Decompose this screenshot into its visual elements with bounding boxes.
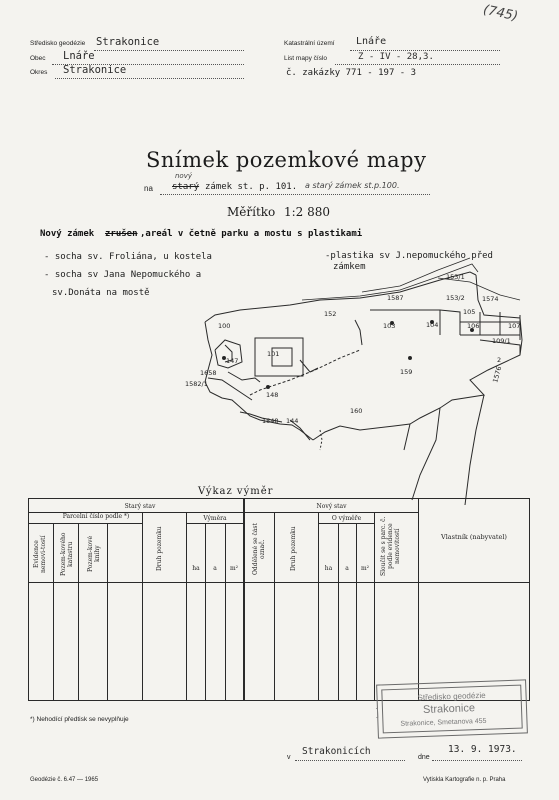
o-vymere-header: O výměře [331, 515, 362, 522]
list-label: List mapy číslo [284, 55, 327, 62]
stredisko-value: Strakonice [96, 36, 160, 48]
a2-header: a [345, 565, 349, 572]
map-label-147: 147 [226, 357, 239, 365]
obec-label: Obec [30, 55, 46, 62]
subject-handwritten: a starý zámek st.p.100. [305, 181, 400, 190]
office-stamp: Středisko geodézie Strakonice Strakonice, Smetanova 455 ] [376, 679, 528, 738]
map-label-144: 144 [286, 417, 299, 425]
map-label-106: 106 [467, 322, 480, 330]
parcelni-cislo-header: Parcelní číslo podle *) [62, 513, 130, 520]
footnote: *) Nehodící předtisk se nevyplňuje [30, 716, 129, 723]
oddeleni-header: Oddělené se část označ. [252, 523, 266, 575]
ha-header: ha [192, 565, 200, 572]
a-header: a [213, 565, 217, 572]
date-prefix: dne [418, 754, 430, 761]
date-value: 13. 9. 1973. [448, 744, 517, 755]
druh-pozemku2-header: Druh pozemku [290, 526, 297, 572]
annotation-right-2: zámkem [333, 262, 366, 272]
ha2-header: ha [324, 565, 333, 572]
map-label-109-1: 109/1 [492, 337, 511, 345]
map-label-153-2: 153/2 [446, 294, 465, 302]
map-label-152: 152 [324, 310, 337, 318]
okres-value: Strakonice [63, 64, 127, 76]
map-label-104: 104 [426, 321, 439, 329]
obec-value: Lnáře [63, 50, 95, 62]
map-label-103: 103 [383, 322, 396, 330]
vlastnik-header: Vlastník (nabyvatel) [441, 533, 507, 541]
stredisko-label: Středisko geodézie [30, 40, 86, 47]
map-label-1576: 1576 [491, 365, 504, 384]
corner-note: (745) [481, 2, 520, 25]
vymera-header: Výměra [203, 515, 227, 522]
map-label-148: 148 [266, 391, 279, 399]
map-label-160: 160 [350, 407, 363, 415]
map-label-1548: 1548 [262, 417, 279, 425]
sloucit-header: Sloučit se s parc. č. podle evidence nemovitostí [380, 516, 401, 576]
evidence-header: Evidence nemovi-tostí [33, 535, 47, 573]
annotation-prefix: Nový zámek [40, 229, 95, 239]
subject-inserted: nový [175, 172, 193, 180]
map-label-1658: 1658 [200, 369, 217, 377]
map-label-1587: 1587 [387, 294, 404, 302]
footer-left: Geodézie č. 6.47 — 1965 [30, 777, 99, 783]
map-label-105: 105 [463, 308, 476, 316]
map-label-100: 100 [218, 322, 231, 330]
pozemkove-knihy-header: Pozem-kové knihy [87, 535, 101, 573]
scale-value: 1:2 880 [284, 205, 331, 219]
table-title: Výkaz výměr [198, 486, 274, 497]
annotation-right-1: -plastika sv J.nepomuckého před [325, 251, 493, 261]
map-label-1582-1: 1582/1 [185, 380, 208, 388]
footer-right: Vytiskla Kartografie n. p. Praha [423, 777, 506, 783]
subject-prefix: na [144, 184, 153, 193]
stary-stav-header: Starý stav [124, 503, 156, 510]
m22-header: m² [360, 565, 370, 572]
zakazka-value: č. zakázky 771 - 197 - 3 [286, 68, 417, 78]
map-label-159: 159 [400, 368, 413, 376]
date-underline [432, 760, 522, 761]
place-underline [295, 760, 405, 761]
subject-struck: starý [172, 182, 200, 192]
m2-header: m² [229, 565, 239, 572]
novy-stav-header: Nový stav [316, 503, 347, 510]
annotation-bullet2: - socha sv Jana Nepomuckého a [44, 270, 202, 280]
katastr-label: Katastrální území [284, 40, 335, 47]
annotation-struck: zrušen [105, 229, 138, 239]
map-label-101: 101 [267, 350, 280, 358]
pozemkovy-katastr-header: Pozem-kového katastru [60, 532, 74, 576]
scale-label: Měřítko [227, 205, 276, 219]
map-label-153-1: 153/1 [446, 273, 465, 281]
okres-label: Okres [30, 69, 48, 76]
list-value: Z - IV - 28,3. [358, 52, 434, 62]
druh-pozemku-header: Druh pozemku [156, 526, 163, 572]
map-label-1574: 1574 [482, 295, 499, 303]
page-title: Snímek pozemkové mapy [146, 148, 427, 172]
subject-typed: zámek st. p. 101. [205, 182, 298, 192]
annotation-bullet3: sv.Donáta na mostě [52, 288, 150, 298]
map-label-2: 2 [497, 356, 502, 364]
katastr-value: Lnáře [356, 36, 387, 47]
annotation-line1: ,areál v četně parku a mostu s plastikami [140, 229, 363, 239]
annotation-bullet1: - socha sv. Froliána, u kostela [44, 252, 212, 262]
place-prefix: v [287, 754, 291, 761]
map-label-107: 107 [508, 322, 521, 330]
place-value: Strakonicích [302, 746, 371, 757]
